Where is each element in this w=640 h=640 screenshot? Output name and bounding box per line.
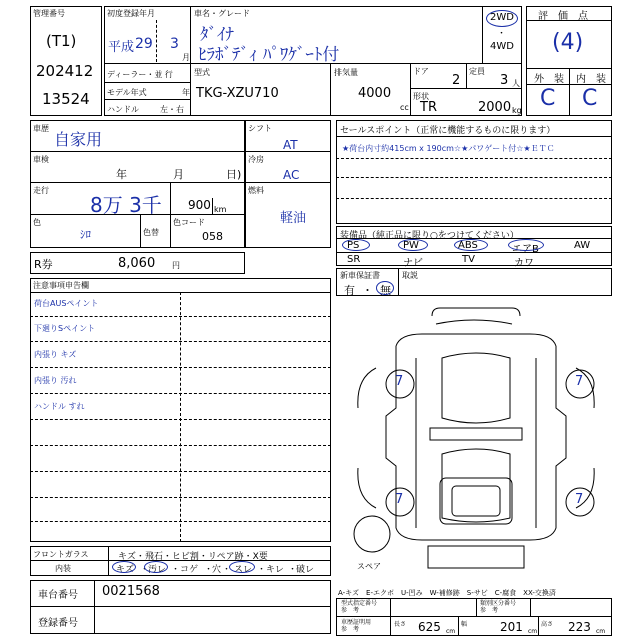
mileage-value: 8万 3千 — [90, 193, 162, 217]
warranty-label: 新車保証書 — [340, 271, 380, 280]
ext-grade: C — [540, 86, 556, 111]
height-label: 高さ — [541, 621, 554, 628]
warranty-dot: ・ — [362, 284, 373, 297]
height-unit: cm — [596, 628, 606, 635]
grade: ﾋﾗﾎﾞﾃﾞｨ ﾊﾟﾜｹﾞｰﾄ付 — [198, 45, 340, 65]
model-year-label: モデル年式 — [107, 88, 147, 97]
interior-item: キズ — [116, 565, 134, 575]
ac-label: 冷房 — [248, 155, 264, 164]
spare-tire — [354, 516, 390, 552]
carname-label: 車名・グレード — [194, 9, 250, 18]
equip-leather: カワ — [514, 258, 534, 269]
note-item: 内張り 汚れ — [34, 376, 77, 385]
equip-sr: SR — [347, 254, 361, 265]
color-code-value: 058 — [202, 230, 223, 243]
dealer-label: ディーラー・並 行 — [107, 70, 173, 79]
handle-label: ハンドル — [107, 105, 139, 114]
disp-value: 4000 — [358, 86, 392, 101]
length-unit: cm — [446, 628, 456, 635]
usage-value: 自家用 — [54, 130, 103, 149]
note-item: ハンドル すれ — [34, 402, 85, 411]
first-reg-label: 初度登録年月 — [107, 9, 155, 18]
disp-label: 排気量 — [334, 68, 358, 77]
disp-unit: cc — [400, 103, 409, 112]
recycle-value: 8,060 — [118, 256, 156, 271]
interior-item: 穴 — [212, 565, 222, 575]
era: 平成 — [108, 40, 135, 55]
capacity-value: 3 — [500, 73, 509, 88]
int-grade: C — [582, 86, 598, 111]
mileage-unit: km — [214, 205, 227, 214]
mgmt-label: 管理番号 — [33, 9, 65, 18]
note-item: 下廻りSペイント — [34, 324, 96, 333]
shift-label: シフト — [248, 124, 272, 133]
reg-label: 登録番号 — [38, 618, 78, 629]
shift-value: AT — [283, 138, 298, 152]
shape-value: TR — [420, 100, 437, 115]
recycle-unit: 円 — [172, 261, 180, 270]
drive-4wd: 4WD — [490, 41, 514, 52]
recycle-label: R券 — [34, 258, 53, 271]
mgmt-no-3: 13524 — [42, 90, 90, 108]
carname: ﾀﾞｲﾅ — [200, 25, 234, 45]
wheel-mark: 7 — [395, 492, 404, 507]
interior-label: 内装 — [55, 564, 71, 573]
color-label: 色 — [33, 218, 41, 227]
equip-pw: PW — [403, 240, 419, 251]
front-glass-label: フロントガラス — [33, 550, 89, 559]
wheel-mark: 7 — [395, 374, 404, 389]
model-cert-label: 型式指定番号 参 考 — [341, 600, 378, 614]
model-year-unit: 年 — [182, 88, 190, 97]
mgmt-no-1: (T1) — [46, 32, 77, 50]
chassis-value: 0021568 — [102, 584, 160, 599]
width-unit: cm — [528, 628, 538, 635]
type-value: TKG-XZU710 — [196, 86, 279, 101]
equip-abs: ABS — [458, 240, 478, 251]
interior-item: コゲ — [180, 565, 199, 575]
equip-aw: AW — [574, 240, 591, 251]
insp-month: 月 — [173, 168, 184, 181]
interior-item: キレ — [266, 565, 284, 575]
insp-year: 年 — [116, 168, 127, 181]
color-change-label: 色替 — [143, 228, 159, 237]
note-item: 内張り キズ — [34, 350, 77, 359]
note-item: 荷台AUSペイント — [34, 299, 99, 308]
equip-navi: ナビ — [403, 258, 423, 269]
shape-label: 形状 — [413, 92, 429, 101]
equipment-title: 装備品（純正品に限り○をつけてください） — [340, 231, 519, 241]
manual-label: 取説 — [402, 271, 418, 280]
width-value: 201 — [500, 620, 523, 634]
door-label: ドア — [413, 67, 429, 76]
sales-title: セールスポイント（正常に機能するものに限ります） — [340, 126, 556, 136]
sales-line1: ★荷台内寸約415cm x 190cm☆★パワゲート付☆★ＥＴＣ — [342, 144, 555, 153]
equip-tv: TV — [462, 254, 475, 265]
capacity-label: 定員 — [469, 67, 485, 76]
category-label: 類別区分番号 参 考 — [480, 600, 517, 614]
color-code-label: 色コード — [173, 218, 205, 227]
door-value: 2 — [452, 73, 461, 88]
rating-label: 評 価 点 — [538, 11, 588, 22]
load-value: 2000 — [478, 100, 512, 115]
year: 29 — [135, 36, 153, 52]
chassis-label: 車台番号 — [38, 590, 78, 601]
interior-item: 破レ — [296, 565, 315, 575]
inspection-label: 車検 — [33, 155, 49, 164]
month: 3 — [170, 36, 179, 52]
load-unit: kg — [512, 106, 522, 115]
wheel-mark: 7 — [575, 492, 584, 507]
ext-label: 外 装 — [534, 74, 564, 85]
warranty-none: 無 — [380, 284, 391, 297]
length-value: 625 — [418, 620, 441, 634]
length-label: 長さ — [394, 621, 407, 628]
drive-2wd: 2WD — [490, 12, 514, 23]
fuel-label: 燃料 — [248, 186, 264, 195]
int-label: 内 装 — [576, 74, 606, 85]
equip-airbag: エアB — [512, 244, 539, 255]
ac-value: AC — [283, 168, 300, 182]
height-value: 223 — [568, 620, 591, 634]
color-value: ｼﾛ — [80, 228, 91, 241]
wheel-mark: 7 — [575, 374, 584, 389]
month-unit: 月 — [182, 53, 190, 62]
mileage-sub: 900 — [188, 198, 211, 212]
insp-day: 日) — [226, 168, 242, 181]
notes-title: 注意事項申告欄 — [33, 281, 89, 290]
damage-legend: A-キズ E-エクボ U-凹み W-補修跡 S-サビ C-腐食 XX-交換済 — [338, 589, 556, 597]
equip-ps: PS — [347, 240, 360, 251]
cert-label: 車歴証明用 参 考 — [341, 619, 372, 633]
handle-value: 左・右 — [160, 105, 184, 114]
usage-label: 車歴 — [33, 124, 49, 133]
interior-item: 汚レ — [148, 565, 167, 575]
front-glass-text: キズ・飛石・ヒビ割・リペア跡・X要 — [118, 552, 268, 562]
capacity-unit: 人 — [512, 79, 520, 88]
interior-item: スレ — [234, 565, 253, 575]
mgmt-no-2: 202412 — [36, 62, 94, 80]
mileage-label: 走行 — [33, 186, 49, 195]
type-label: 型式 — [194, 68, 210, 77]
warranty-has: 有 — [344, 284, 355, 297]
fuel-value: 軽油 — [280, 211, 307, 226]
width-label: 幅 — [461, 621, 468, 628]
vehicle-diagram — [336, 298, 612, 590]
spare-label: スペア — [357, 562, 381, 571]
drive-dot: ・ — [497, 29, 507, 39]
rating-value: (4) — [552, 30, 584, 55]
